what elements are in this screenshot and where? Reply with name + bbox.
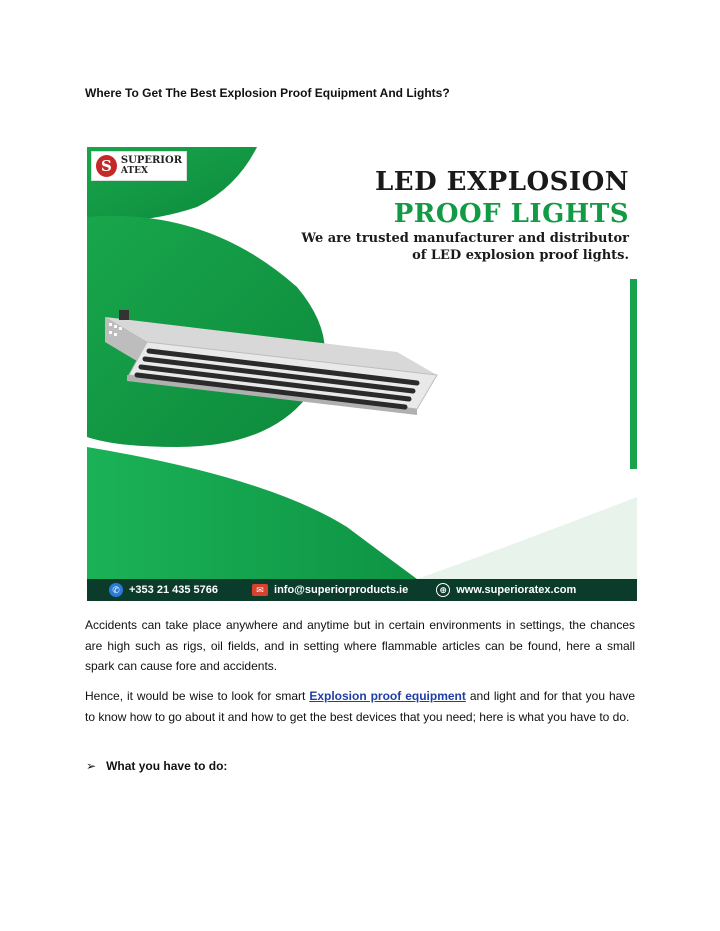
phone-icon: ✆ — [109, 583, 123, 597]
paragraph-2-end: and light and for that you have to know how to go about it and how to get the best devices that you need; here is what you have to do. — [85, 689, 635, 724]
bullet-heading-text: What you have to do: — [106, 759, 228, 773]
paragraph-1: Accidents can take place anywhere and anytime but in certain environments in settings, the chances are high such as rigs, oil fields, and in setting where flammable articles can be found, here a small spark can cause fore and accidents. — [85, 618, 635, 673]
banner-contact-footer — [87, 579, 637, 601]
explosion-proof-equipment-link[interactable]: Explosion proof equipment — [309, 689, 466, 703]
banner-headline-line2: PROOF LIGHTS — [393, 199, 629, 229]
banner-headline-line1: LED EXPLOSION — [374, 167, 629, 197]
contact-email: info@superiorproducts.ie — [274, 584, 409, 596]
paragraph-2-start: Hence, it would be wise to look for smart — [85, 689, 310, 703]
contact-phone: +353 21 435 5766 — [129, 584, 219, 596]
mail-icon: ✉ — [252, 584, 268, 596]
banner-subline-1: We are trusted manufacturer and distributor — [301, 231, 629, 246]
bullet-heading — [86, 759, 227, 773]
product-banner — [87, 147, 637, 601]
globe-icon: ⊕ — [436, 583, 450, 597]
logo-mark: S — [96, 155, 117, 177]
banner-side-accent — [630, 279, 637, 469]
paragraph-2 — [85, 686, 635, 727]
banner-subline-2: of LED explosion proof lights. — [412, 248, 629, 263]
superior-atex-logo — [91, 151, 187, 181]
green-shape-bottom — [87, 447, 417, 579]
logo-line1: SUPERIOR — [120, 155, 182, 166]
logo-line2: ATEX — [120, 166, 148, 176]
contact-website: www.superioratex.com — [456, 584, 577, 596]
document-title: Where To Get The Best Explosion Proof Equipment And Lights? — [85, 86, 450, 100]
arrow-bullet-icon: ➢ — [86, 759, 97, 773]
